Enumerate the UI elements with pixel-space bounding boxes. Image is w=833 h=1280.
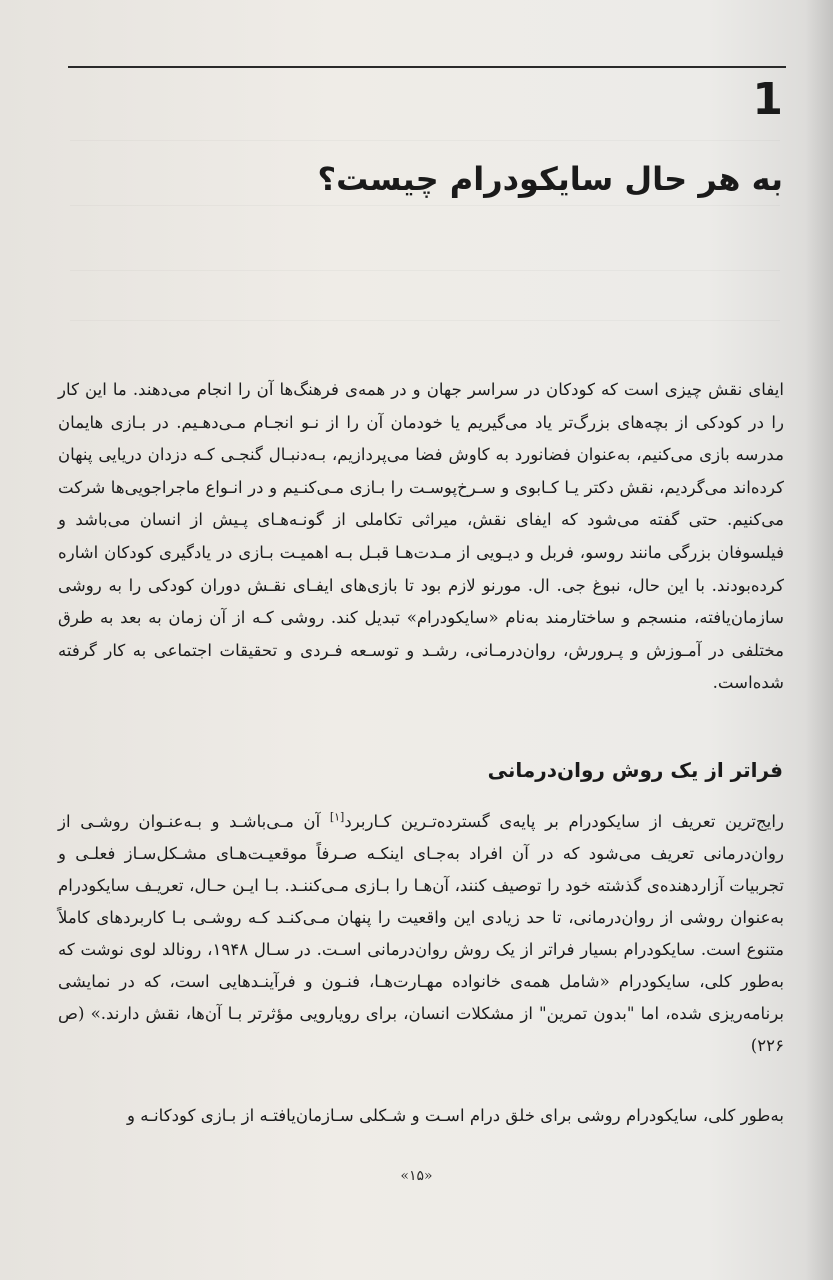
show-through-line	[70, 140, 780, 141]
paragraph-text-part: آن مـی‌باشـد و بـه‌عنـوان روشـی از روان‌درمانی تعریف می‌شود که در آن افراد به‌جـای اینکـه صـرفاً موقعیـت‌هـای مشـکل‌سـاز فعلـی و تجربیات آزاردهنده‌ی گذشته خود را توصیف کنند، آن‌هـا را بـازی مـی‌کننـد. بـا ایـن حـال، تعریـف سایکودرام به‌عنوان روشی از روان‌درمانی، تا حد زیادی این واقعیت را پنهان مـی‌کنـد کـه روشـی بـا کاربردهای کاملاً متنوع است. سایکودرام بسیار فراتر از یک روش روان‌درمانی اسـت. در سـال ۱۹۴۸، رونالد لوی نوشت که به‌طور کلی، سایکودرام «شامل همه‌ی خانواده مهـارت‌هـا، فنـون و فرآینـدهایی است، که در نمایشی برنامه‌ریزی شده، اما "بدون تمرین" از مشکلات انسان، برای رویارویی مؤثرتر بـا آن‌ها، نقش دارند.» (ص ۲۲۶)	[58, 812, 784, 1055]
chapter-number: 1	[752, 74, 783, 125]
paragraph-general	[58, 1100, 784, 1132]
chapter-title: به هر حال سایکودرام چیست؟	[317, 160, 783, 198]
page-edge-shadow	[805, 0, 833, 1280]
paragraph-text	[58, 806, 784, 1062]
paragraph-definition	[58, 806, 784, 1062]
show-through-line	[70, 320, 780, 321]
paragraph-text: ایفای نقش چیزی است که کودکان در سراسر جهان و در همه‌ی فرهنگ‌ها آن را انجام می‌دهند. ما این کار را در کودکی از بچه‌های بزرگ‌تر یاد می‌گیریم یا خودمان آن را از نـو انجـام مـی‌دهـیم. در بـازی هایمان مدرسه بازی می‌کنیم، به‌عنوان فضانورد به کاوش فضا می‌پردازیم، بـه‌دنبـال گنجـی کـه دزدان دریایی پنهان کرده‌اند می‌گردیم، نقش دکتر یـا کـابوی و سـرخ‌پوسـت را بـازی مـی‌کنـیم و در انـواع ماجراجویی‌ها شرکت می‌کنیم. حتی گفته می‌شود که ایفای نقش، میراثی تکاملی از گونـه‌هـای پـیش از انسان می‌باشد و فیلسوفان بزرگی مانند روسو، فربل و دیـویی از مـدت‌هـا قبـل بـه اهمیـت بـازی در یادگیری کودکان اشاره کرده‌بودند. با این حال، نبوغ جی. ال. مورنو لازم بود تا بازی‌های ایفـای نقـش دوران کودکی را به روشی سازمان‌یافته، منسجم و ساختارمند به‌نام «سایکودرام» تبدیل کند. روشی کـه از آن زمان به بعد به طرق مختلفی در آمـوزش و پـرورش، روان‌درمـانی، رشـد و توسـعه فـردی و تحقیقات اجتماعی به کار گرفته شده‌است.	[58, 380, 784, 693]
show-through-line	[70, 270, 780, 271]
section-heading: فراتر از یک روش روان‌درمانی	[487, 758, 783, 782]
paragraph-text: به‌طور کلی، سایکودرام روشی برای خلق درام اسـت و شـکلی سـازمان‌یافتـه از بـازی کودکانـه و	[127, 1106, 784, 1125]
paragraph-intro	[58, 374, 784, 700]
paragraph-text-part: رایج‌ترین تعریف از سایکودرام بر پایه‌ی گسترده‌تـرین کـاربرد	[344, 812, 785, 831]
header-rule	[68, 66, 786, 68]
show-through-line	[70, 205, 780, 206]
page-number: «۱۵»	[400, 1168, 433, 1184]
footnote-reference[interactable]: [۱]	[329, 810, 345, 824]
